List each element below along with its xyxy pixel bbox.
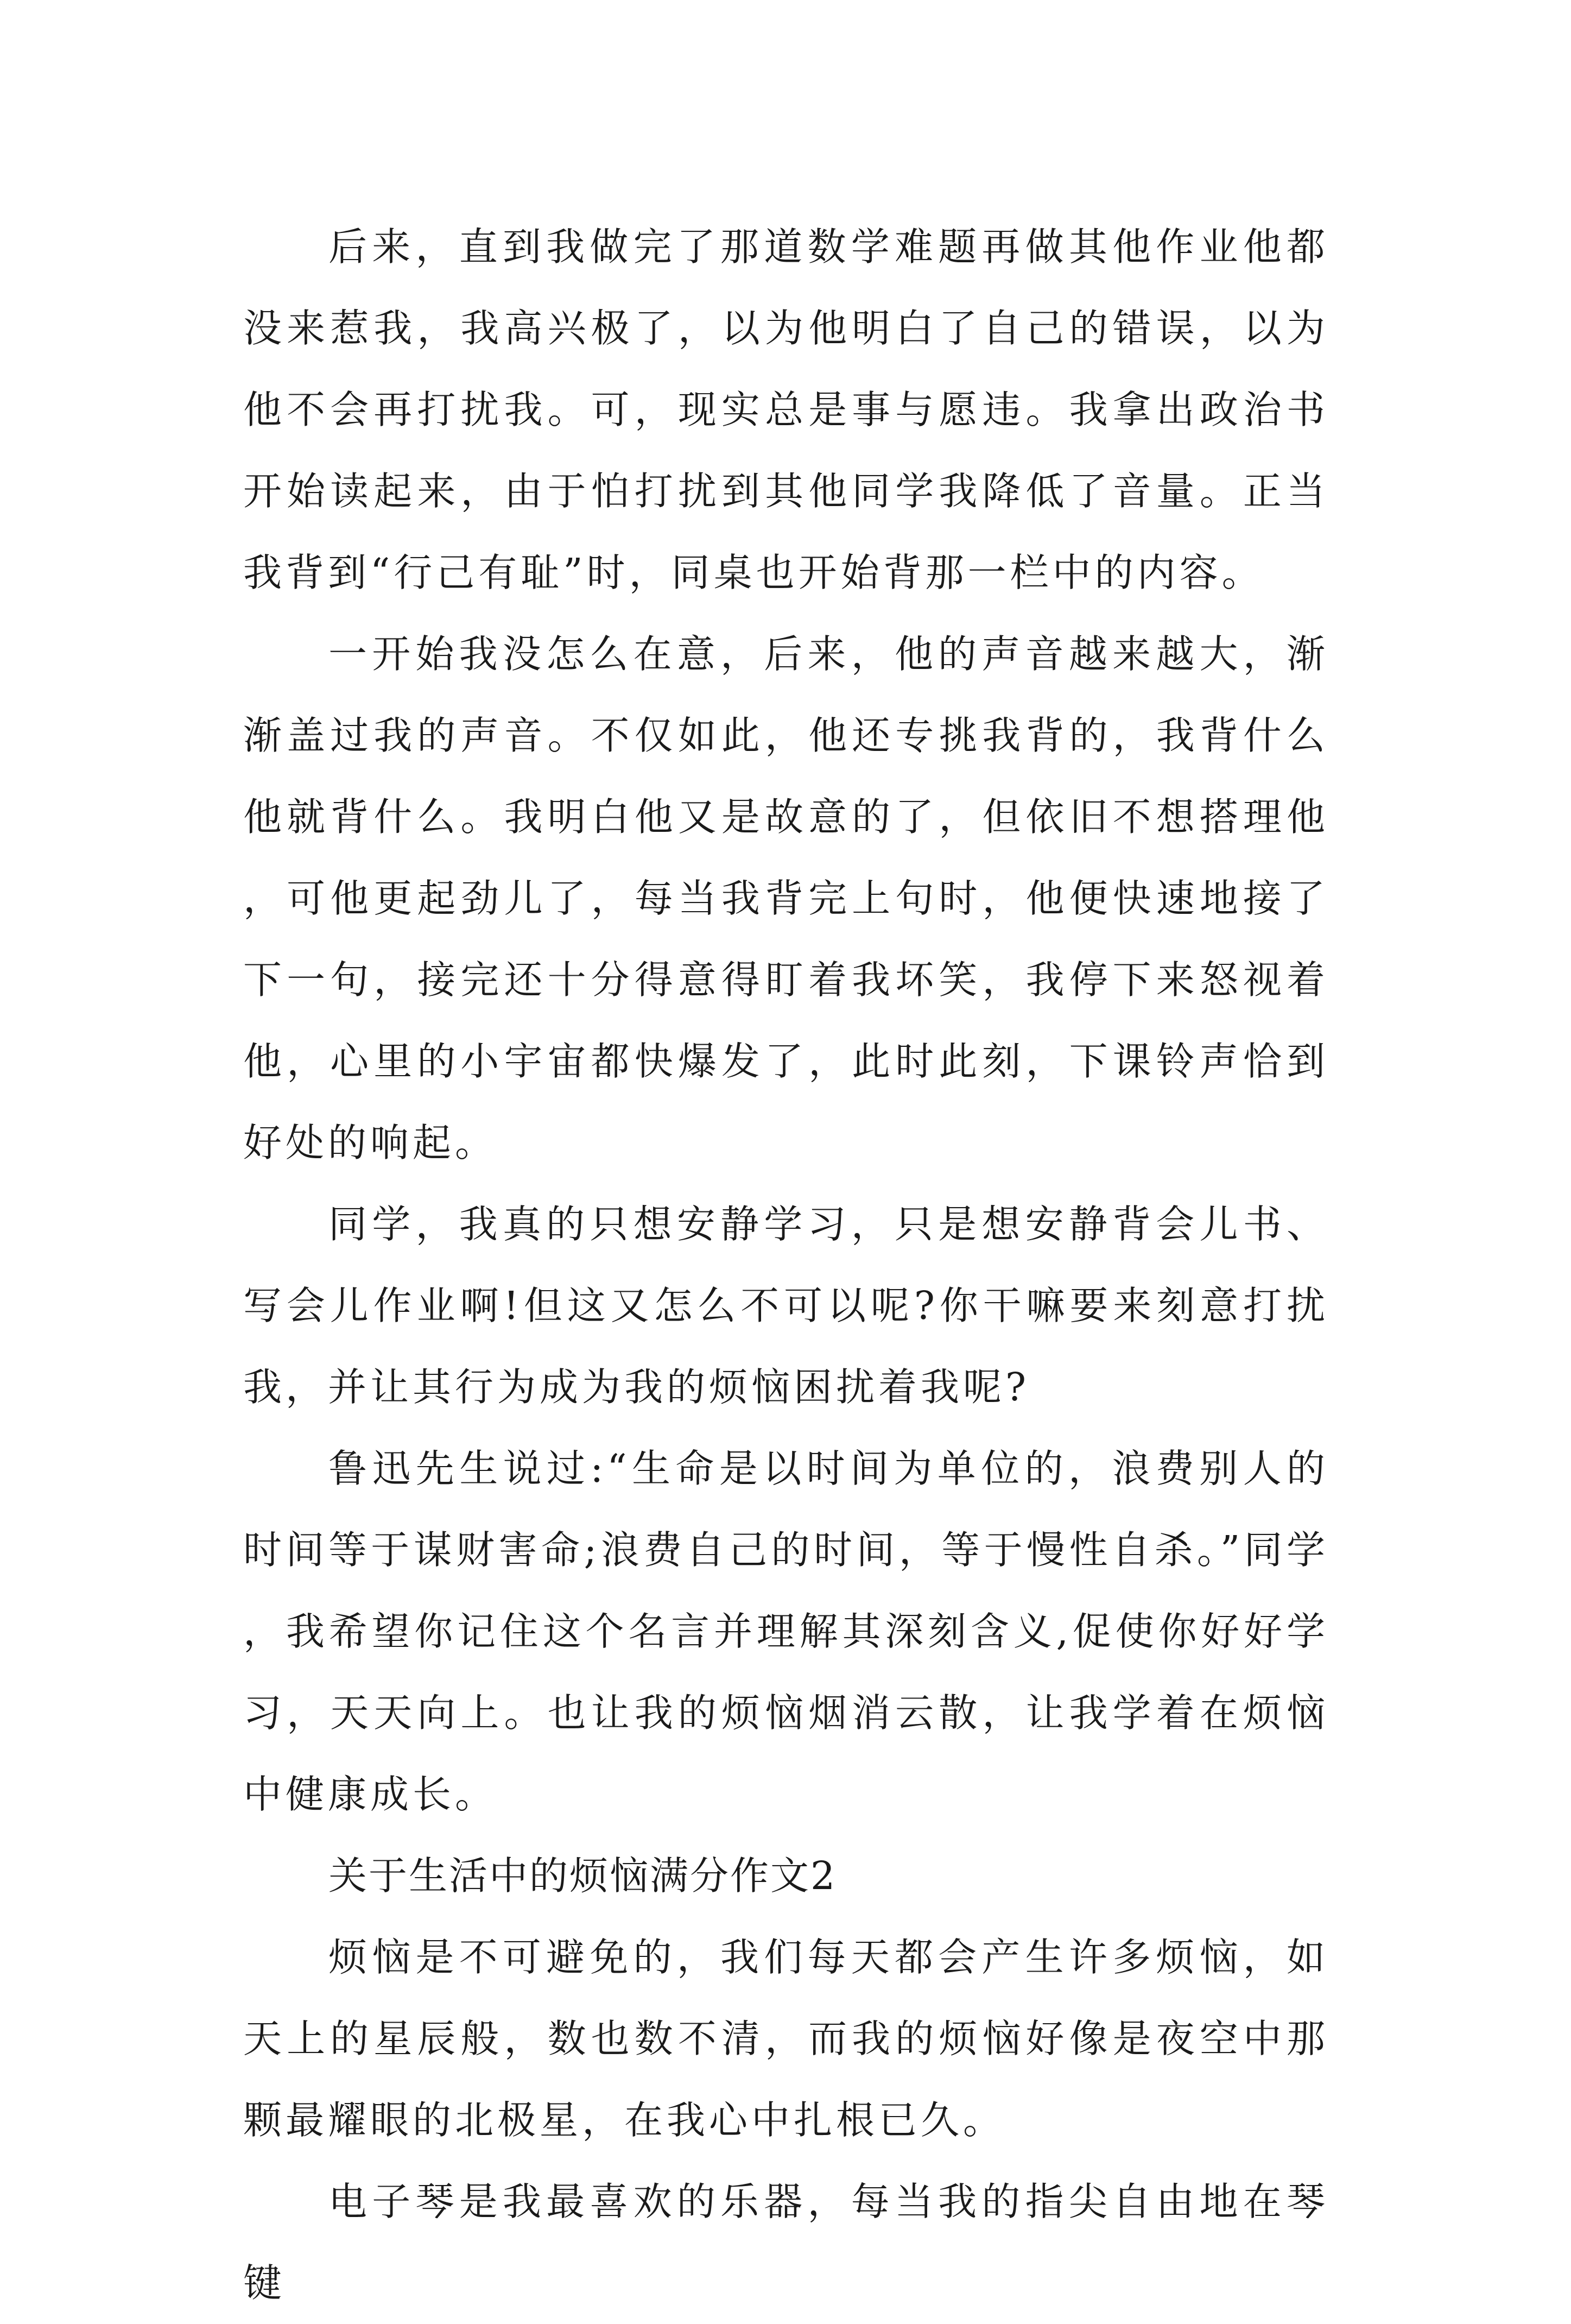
- document-body: [243, 206, 1329, 2324]
- paragraph: 烦恼是不可避免的，我们每天都会产生许多烦恼，如天上的星辰般，数也数不清，而我的烦恼好像是夜空中那颗最耀眼的北极星，在我心中扎根已久。: [243, 1935, 1329, 2143]
- paragraph: 电子琴是我最喜欢的乐器，每当我的指尖自由地在琴键: [243, 2179, 1329, 2306]
- section-title: 关于生活中的烦恼满分作文2: [328, 1853, 837, 1898]
- paragraph: 同学，我真的只想安静学习，只是想安静背会儿书、写会儿作业啊!但这又怎么不可以呢?你干嘛要来刻意打扰我，并让其行为成为我的烦恼困扰着我呢?: [243, 1202, 1329, 1410]
- paragraph: 后来，直到我做完了那道数学难题再做其他作业他都没来惹我，我高兴极了，以为他明白了自己的错误，以为他不会再打扰我。可，现实总是事与愿违。我拿出政治书开始读起来，由于怕打扰到其他同学我降低了音量。正当我背到“行己有耻”时，同桌也开始背那一栏中的内容。: [243, 224, 1329, 595]
- paragraph: 一开始我没怎么在意，后来，他的声音越来越大，渐渐盖过我的声音。不仅如此，他还专挑我背的，我背什么他就背什么。我明白他又是故意的了，但依旧不想搭理他，可他更起劲儿了，每当我背完上句时，他便快速地接了下一句，接完还十分得意得盯着我坏笑，我停下来怒视着他，心里的小宇宙都快爆发了，此时此刻，下课铃声恰到好处的响起。: [243, 631, 1329, 1165]
- paragraph: 鲁迅先生说过:“生命是以时间为单位的，浪费别人的时间等于谋财害命;浪费自己的时间，等于慢性自杀。”同学，我希望你记住这个名言并理解其深刻含义,促使你好好学习，天天向上。也让我的烦恼烟消云散，让我学着在烦恼中健康成长。: [243, 1446, 1329, 1817]
